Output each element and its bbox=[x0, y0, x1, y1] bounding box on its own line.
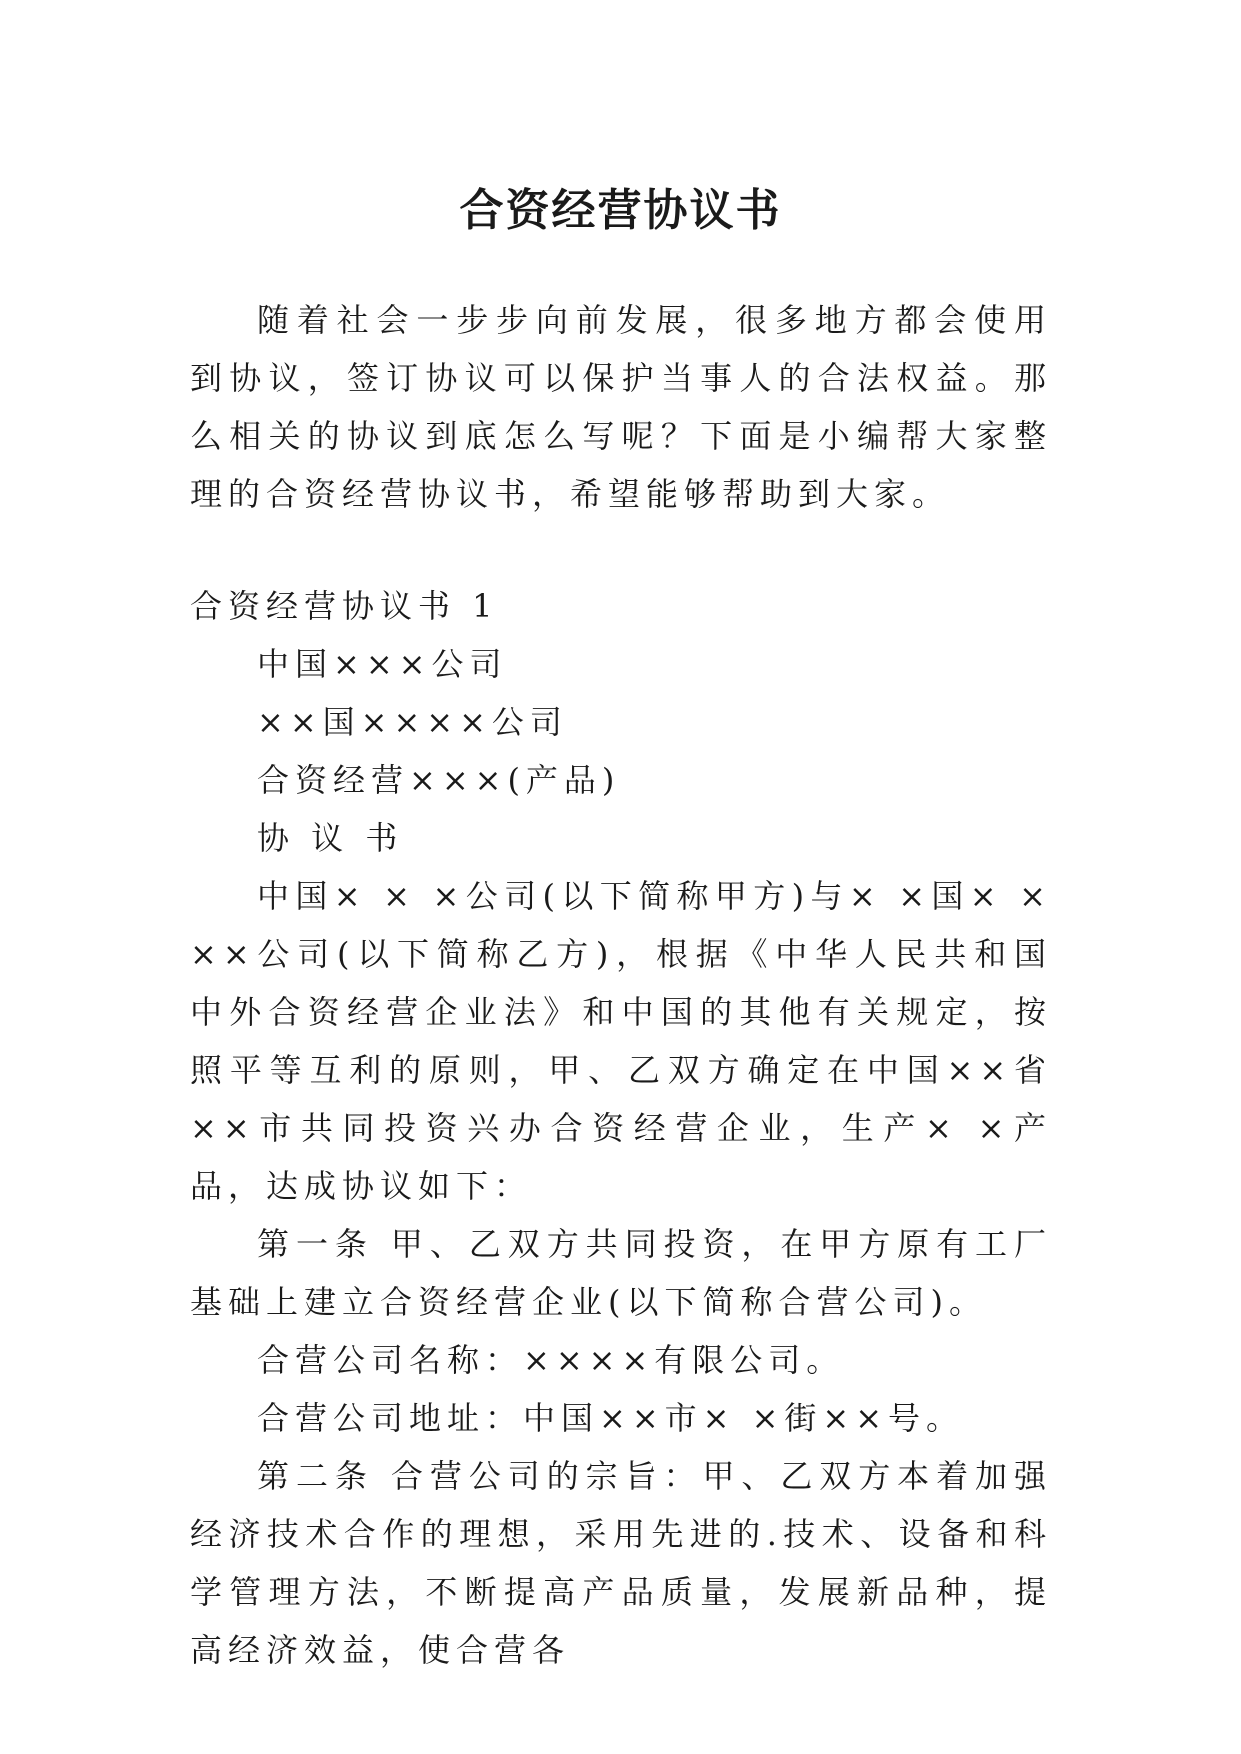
agreement-content bbox=[190, 577, 1052, 1679]
company-address-paragraph: 合营公司地址：中国××市× ×街××号。 bbox=[257, 1399, 965, 1437]
agreement-subtitle: 协 议 书 bbox=[257, 819, 404, 857]
article-2-paragraph: 第二条 合营公司的宗旨：甲、乙双方本着加强经济技术合作的理想，采用先进的.技术、设备和科学管理方法，不断提高产品质量，发展新品种，提高经济效益，使合营各 bbox=[190, 1457, 1052, 1669]
page-title: 合资经营协议书 bbox=[459, 185, 782, 237]
section-heading: 合资经营协议书 1 bbox=[190, 587, 499, 625]
party-b-name: ××国××××公司 bbox=[257, 703, 568, 741]
intro-paragraph: 随着社会一步步向前发展，很多地方都会使用到协议，签订协议可以保护当事人的合法权益。那么相关的协议到底怎么写呢？下面是小编帮大家整理的合资经营协议书，希望能够帮助到大家。 bbox=[190, 301, 1052, 513]
preamble-paragraph: 中国× × ×公司(以下简称甲方)与× ×国× × ××公司(以下简称乙方)，根据《中华人民共和国中外合资经营企业法》和中国的其他有关规定，按照平等互利的原则，甲、乙双方确定在中国××省××市共同投资兴办合资经营企业，生产× ×产品，达成协议如下： bbox=[190, 877, 1052, 1205]
company-name-paragraph: 合营公司名称：××××有限公司。 bbox=[257, 1341, 845, 1379]
intro-block bbox=[190, 291, 1052, 523]
article-1-paragraph: 第一条 甲、乙双方共同投资，在甲方原有工厂基础上建立合资经营企业(以下简称合营公司)。 bbox=[190, 1225, 1052, 1321]
product-line: 合资经营×××(产品) bbox=[257, 761, 621, 799]
party-a-name: 中国×××公司 bbox=[257, 645, 508, 683]
